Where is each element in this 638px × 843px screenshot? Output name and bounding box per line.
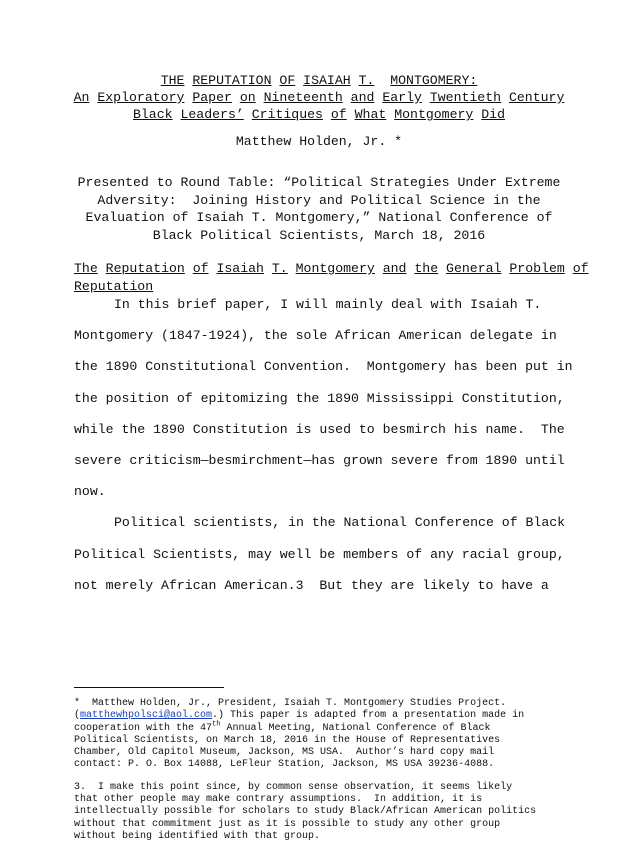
heading-word: General bbox=[446, 261, 502, 276]
presentation-line: Presented to Round Table: “Political Strategies Under Extreme bbox=[77, 175, 561, 190]
title-word: on bbox=[239, 90, 256, 105]
heading-space bbox=[98, 261, 106, 276]
heading-word: The bbox=[74, 261, 98, 276]
footnote-line: * Matthew Holden, Jr., President, Isaiah T. Montgomery Studies Project. bbox=[74, 698, 507, 709]
heading-space bbox=[438, 261, 446, 276]
title-word: ISAIAH bbox=[303, 73, 351, 88]
title-word: Exploratory bbox=[97, 90, 185, 105]
heading-space bbox=[565, 261, 573, 276]
heading-space bbox=[264, 261, 272, 276]
title-space bbox=[323, 107, 331, 122]
heading-word: Montgomery bbox=[295, 261, 375, 276]
title-space bbox=[232, 90, 240, 105]
heading-word: T. bbox=[271, 261, 288, 276]
body-paragraphs bbox=[74, 296, 574, 608]
email-link[interactable]: matthewhpolsci@aol.com bbox=[80, 710, 213, 722]
title-word: An bbox=[73, 90, 90, 105]
heading-word: of bbox=[572, 261, 589, 276]
author-line: Matthew Holden, Jr. * bbox=[235, 134, 403, 149]
title-word: What bbox=[354, 107, 387, 122]
section-heading bbox=[74, 260, 589, 296]
title-word: THE bbox=[160, 73, 185, 88]
title-word: Twentieth bbox=[429, 90, 502, 105]
title-space bbox=[343, 90, 351, 105]
title-space bbox=[256, 90, 264, 105]
title-word: Paper bbox=[192, 90, 232, 105]
title-word: Early bbox=[382, 90, 422, 105]
title-space bbox=[501, 90, 509, 105]
body-line: Political Scientists, may well be members of any racial group, bbox=[74, 546, 565, 562]
footnote-text: ( bbox=[74, 710, 81, 722]
title-word: REPUTATION bbox=[192, 73, 272, 88]
body-line: the position of epitomizing the 1890 Mississippi Constitution, bbox=[74, 390, 565, 406]
body-line: In this brief paper, I will mainly deal with Isaiah T. bbox=[114, 297, 542, 312]
heading-word: Reputation bbox=[105, 261, 185, 276]
title-space bbox=[244, 107, 252, 122]
presentation-line: Adversity: Joining History and Political Science in the bbox=[97, 192, 541, 208]
heading-word: and bbox=[382, 261, 407, 276]
body-line: Montgomery (1847-1924), the sole African American delegate in bbox=[74, 328, 557, 344]
title-word: MONTGOMERY: bbox=[390, 73, 478, 88]
body-line: Political scientists, in the National Conference of Black bbox=[114, 515, 566, 531]
footnote-line: Political Scientists, on March 18, 2016 in the House of Representatives bbox=[74, 734, 501, 746]
presentation-line: Black Political Scientists, March 18, 2016 bbox=[152, 227, 486, 243]
body-line: severe criticism—besmirchment—has grown severe from 1890 until bbox=[74, 452, 565, 468]
presentation-line: Evaluation of Isaiah T. Montgomery,” National Conference of bbox=[85, 210, 553, 225]
heading-space bbox=[288, 261, 296, 276]
title-word: T. bbox=[358, 73, 375, 88]
body-line: the 1890 Constitutional Convention. Montgomery has been put in bbox=[74, 359, 573, 375]
presentation-note bbox=[72, 174, 566, 244]
heading-word: the bbox=[414, 261, 439, 276]
title-word: of bbox=[330, 107, 347, 122]
footnote-line: 3. I make this point since, by common sense observation, it seems likely bbox=[74, 781, 513, 793]
title-space bbox=[386, 107, 394, 122]
footnote-gap bbox=[74, 772, 574, 782]
heading-word: Isaiah bbox=[216, 261, 264, 276]
footnote-line bbox=[74, 720, 574, 735]
title-line-2 bbox=[60, 89, 578, 106]
body-line: now. bbox=[74, 484, 106, 500]
title-word: Did bbox=[481, 107, 506, 122]
heading-line-2: Reputation bbox=[74, 279, 154, 294]
title-word: and bbox=[350, 90, 375, 105]
title-word: Nineteenth bbox=[263, 90, 343, 105]
footnote-line: intellectually possible for scholars to study Black/African American politics bbox=[74, 806, 537, 818]
footnote-line bbox=[74, 710, 574, 722]
title-space bbox=[374, 73, 390, 88]
footnote-line: contact: P. O. Box 14088, LeFleur Station, Jackson, MS USA 39236-4088. bbox=[74, 759, 495, 771]
title-line-1 bbox=[60, 72, 578, 89]
footnotes bbox=[74, 698, 574, 843]
title-line-3 bbox=[60, 106, 578, 123]
ordinal-superscript: th bbox=[212, 720, 221, 729]
title-word: Black bbox=[132, 107, 173, 122]
footnote-line: without being identified with that group. bbox=[74, 830, 321, 842]
body-line: not merely African American.3 But they are likely to have a bbox=[74, 577, 549, 593]
heading-word: Problem bbox=[509, 261, 565, 276]
title-space bbox=[422, 90, 430, 105]
footnote-text: .) This paper is adapted from a presentation made in bbox=[212, 710, 525, 722]
footnote-text: cooperation with the 47 bbox=[74, 722, 213, 734]
title-word: Critiques bbox=[251, 107, 323, 122]
title-word: Leaders’ bbox=[180, 107, 244, 122]
footnote-text: Annual Meeting, National Conference of Black bbox=[220, 722, 491, 734]
footnote-line: that other people may make contrary assumptions. In addition, it is bbox=[74, 794, 483, 806]
title-word: Century bbox=[508, 90, 565, 105]
heading-space bbox=[375, 261, 383, 276]
body-line: while the 1890 Constitution is used to besmirch his name. The bbox=[74, 421, 565, 437]
footnote-line: without that commitment just as it is possible to study any other group bbox=[74, 818, 501, 830]
title-space bbox=[347, 107, 355, 122]
footnote-separator bbox=[74, 687, 224, 688]
title-space bbox=[351, 73, 359, 88]
title-word: Montgomery bbox=[394, 107, 474, 122]
title-space bbox=[295, 73, 303, 88]
heading-word: of bbox=[192, 261, 209, 276]
paper-title bbox=[60, 72, 578, 123]
title-word: OF bbox=[279, 73, 296, 88]
footnote-line: Chamber, Old Capitol Museum, Jackson, MS USA. Author’s hard copy mail bbox=[74, 747, 495, 759]
heading-space bbox=[185, 261, 193, 276]
heading-line-1 bbox=[74, 260, 589, 278]
